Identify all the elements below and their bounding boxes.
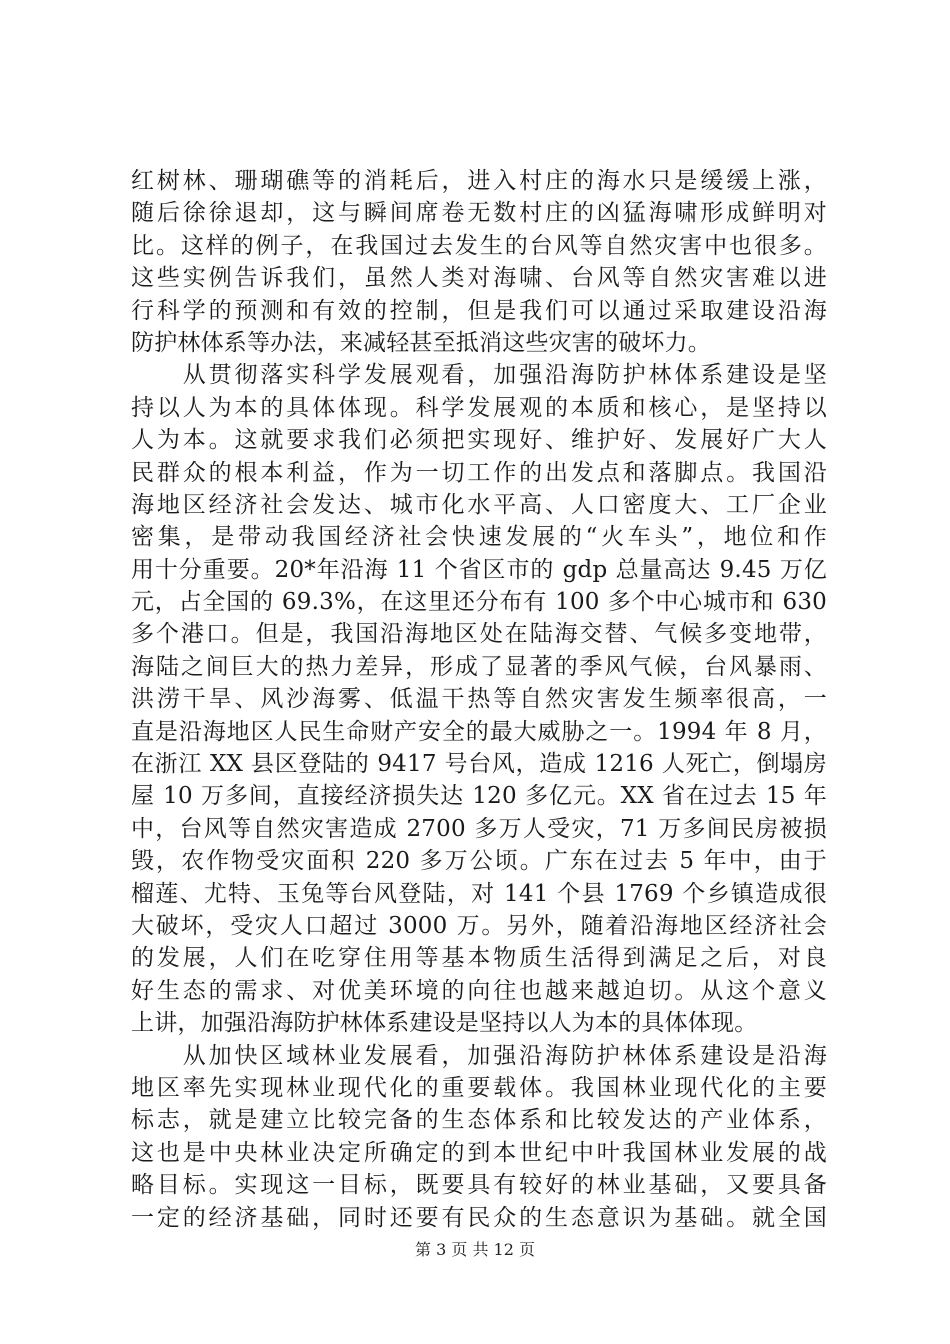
body-text [131, 165, 827, 1234]
text-line: 多个港口。但是，我国沿海地区处在陆海交替、气候多变地带， [131, 621, 827, 648]
text-line: 从加快区域林业发展看，加强沿海防护林体系建设是沿海 [131, 1042, 827, 1069]
text-line: 行科学的预测和有效的控制，但是我们可以通过采取建设沿海 [131, 297, 827, 324]
text-line: 从贯彻落实科学发展观看，加强沿海防护林体系建设是坚 [131, 362, 827, 389]
text-line: 洪涝干旱、风沙海雾、低温干热等自然灾害发生频率很高，一 [131, 686, 827, 713]
text-line: 民群众的根本利益，作为一切工作的出发点和落脚点。我国沿 [131, 459, 827, 486]
text-line: 用十分重要。20*年沿海 11 个省区市的 gdp 总量高达 9.45 万亿 [131, 556, 827, 583]
text-line: 这也是中央林业决定所确定的到本世纪中叶我国林业发展的战 [131, 1139, 827, 1166]
text-line: 直是沿海地区人民生命财产安全的最大威胁之一。1994 年 8 月， [131, 718, 827, 745]
text-line: 随后徐徐退却，这与瞬间席卷无数村庄的凶猛海啸形成鲜明对 [131, 200, 827, 227]
text-line: 海陆之间巨大的热力差异，形成了显著的季风气候，台风暴雨、 [131, 653, 827, 680]
text-line: 毁，农作物受灾面积 220 多万公顷。广东在过去 5 年中，由于 [131, 848, 827, 875]
text-line: 这些实例告诉我们，虽然人类对海啸、台风等自然灾害难以进 [131, 265, 827, 292]
text-line: 的发展，人们在吃穿住用等基本物质生活得到满足之后，对良 [131, 945, 827, 972]
page-footer: 第 3 页 共 12 页 [415, 1240, 535, 1259]
text-line: 海地区经济社会发达、城市化水平高、人口密度大、工厂企业 [131, 491, 827, 518]
text-line: 好生态的需求、对优美环境的向往也越来越迫切。从这个意义 [131, 977, 827, 1004]
text-line: 屋 10 万多间，直接经济损失达 120 多亿元。XX 省在过去 15 年 [131, 783, 827, 810]
text-line: 上讲，加强沿海防护林体系建设是坚持以人为本的具体体现。 [131, 1010, 758, 1037]
text-line: 中，台风等自然灾害造成 2700 多万人受灾，71 万多间民房被损 [131, 815, 827, 842]
text-line: 标志，就是建立比较完备的生态体系和比较发达的产业体系， [131, 1107, 827, 1134]
text-line: 大破坏，受灾人口超过 3000 万。另外，随着沿海地区经济社会 [131, 912, 827, 939]
text-line: 比。这样的例子，在我国过去发生的台风等自然灾害中也很多。 [131, 232, 827, 259]
text-line: 元，占全国的 69.3%，在这里还分布有 100 多个中心城市和 630 [131, 589, 827, 616]
text-line: 略目标。实现这一目标，既要具有较好的林业基础，又要具备 [131, 1172, 827, 1199]
text-line: 人为本。这就要求我们必须把实现好、维护好、发展好广大人 [131, 427, 827, 454]
text-line: 地区率先实现林业现代化的重要载体。我国林业现代化的主要 [131, 1074, 827, 1101]
text-line: 持以人为本的具体体现。科学发展观的本质和核心，是坚持以 [131, 394, 827, 421]
text-line: 在浙江 XX 县区登陆的 9417 号台风，造成 1216 人死亡，倒塌房 [131, 751, 827, 778]
text-line: 密集，是带动我国经济社会快速发展的“火车头”，地位和作 [131, 524, 827, 551]
text-line: 防护林体系等办法，来减轻甚至抵消这些灾害的破坏力。 [131, 329, 711, 356]
text-line: 一定的经济基础，同时还要有民众的生态意识为基础。就全国 [131, 1204, 827, 1231]
text-line: 榴莲、尤特、玉兔等台风登陆，对 141 个县 1769 个乡镇造成很 [131, 880, 827, 907]
text-line: 红树林、珊瑚礁等的消耗后，进入村庄的海水只是缓缓上涨， [131, 168, 827, 194]
